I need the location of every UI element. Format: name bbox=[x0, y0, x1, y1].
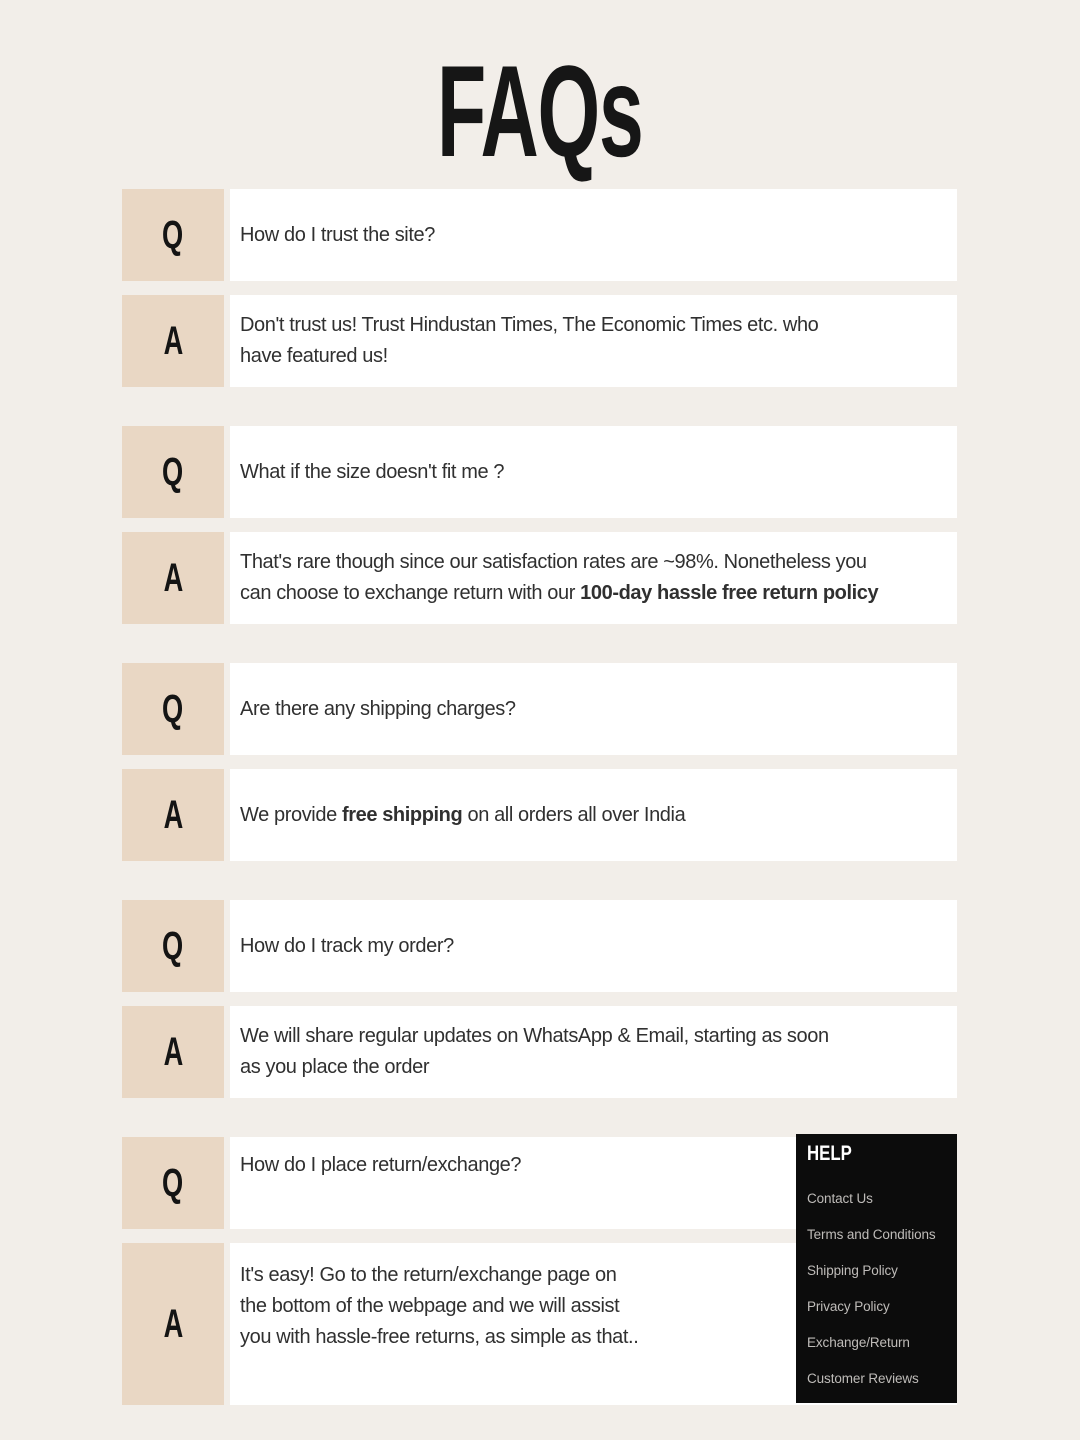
help-menu-title: HELP bbox=[807, 1142, 852, 1165]
answer-row bbox=[122, 769, 957, 861]
answer-text: We provide free shipping on all orders all over India bbox=[240, 803, 686, 826]
question-label: Q bbox=[162, 687, 184, 731]
question-label: Q bbox=[162, 450, 184, 494]
answer-label: A bbox=[163, 1030, 183, 1074]
answer-text: We will share regular updates on WhatsApp & Email, starting as soon as you place the order bbox=[240, 1025, 829, 1078]
question-row bbox=[122, 663, 957, 755]
answer-card bbox=[230, 532, 957, 624]
answer-label-box bbox=[122, 532, 224, 624]
question-label-box bbox=[122, 189, 224, 281]
question-row bbox=[122, 900, 957, 992]
question-card bbox=[230, 663, 957, 755]
faq-pair bbox=[122, 189, 957, 387]
answer-card bbox=[230, 769, 957, 861]
answer-row bbox=[122, 532, 957, 624]
answer-card bbox=[230, 1006, 957, 1098]
question-card bbox=[230, 426, 957, 518]
question-label-box bbox=[122, 900, 224, 992]
answer-text: It's easy! Go to the return/exchange page on the bottom of the webpage and we will assist you with hassle-free returns, as simple as that.. bbox=[240, 1263, 639, 1348]
faq-pair bbox=[122, 900, 957, 1098]
page-title bbox=[0, 0, 1080, 184]
answer-label: A bbox=[163, 556, 183, 600]
help-menu bbox=[796, 1134, 957, 1403]
question-label: Q bbox=[162, 213, 184, 257]
help-link-terms-and-conditions[interactable]: Terms and Conditions bbox=[807, 1227, 936, 1242]
help-link-exchange-return[interactable]: Exchange/Return bbox=[807, 1335, 910, 1350]
answer-text: That's rare though since our satisfaction rates are ~98%. Nonetheless you can choose to exchange return with our 100-day hassle free return policy bbox=[240, 551, 879, 604]
answer-label-box bbox=[122, 1243, 224, 1405]
question-row bbox=[122, 189, 957, 281]
answer-label: A bbox=[163, 793, 183, 837]
question-label-box bbox=[122, 663, 224, 755]
question-label-box bbox=[122, 1137, 224, 1229]
help-link-privacy-policy[interactable]: Privacy Policy bbox=[807, 1299, 890, 1314]
answer-label-box bbox=[122, 1006, 224, 1098]
question-label: Q bbox=[162, 1161, 184, 1205]
question-text: How do I track my order? bbox=[240, 934, 454, 957]
question-label: Q bbox=[162, 924, 184, 968]
answer-row bbox=[122, 295, 957, 387]
help-link-shipping-policy[interactable]: Shipping Policy bbox=[807, 1263, 898, 1278]
question-row bbox=[122, 426, 957, 518]
question-label-box bbox=[122, 426, 224, 518]
answer-label: A bbox=[163, 1302, 183, 1346]
help-link-customer-reviews[interactable]: Customer Reviews bbox=[807, 1371, 919, 1386]
page-title-text: FAQs bbox=[437, 38, 643, 184]
question-card bbox=[230, 900, 957, 992]
answer-label: A bbox=[163, 319, 183, 363]
answer-label-box bbox=[122, 769, 224, 861]
question-text: How do I place return/exchange? bbox=[240, 1153, 522, 1176]
answer-row bbox=[122, 1006, 957, 1098]
answer-card bbox=[230, 295, 957, 387]
answer-label-box bbox=[122, 295, 224, 387]
help-nav bbox=[807, 1188, 949, 1389]
question-text: Are there any shipping charges? bbox=[240, 697, 516, 720]
help-link-contact-us[interactable]: Contact Us bbox=[807, 1191, 873, 1206]
faq-pair bbox=[122, 663, 957, 861]
faq-pair bbox=[122, 426, 957, 624]
question-card bbox=[230, 189, 957, 281]
question-text: What if the size doesn't fit me ? bbox=[240, 460, 505, 483]
question-text: How do I trust the site? bbox=[240, 223, 435, 246]
answer-text: Don't trust us! Trust Hindustan Times, The Economic Times etc. who have featured us! bbox=[240, 314, 819, 367]
